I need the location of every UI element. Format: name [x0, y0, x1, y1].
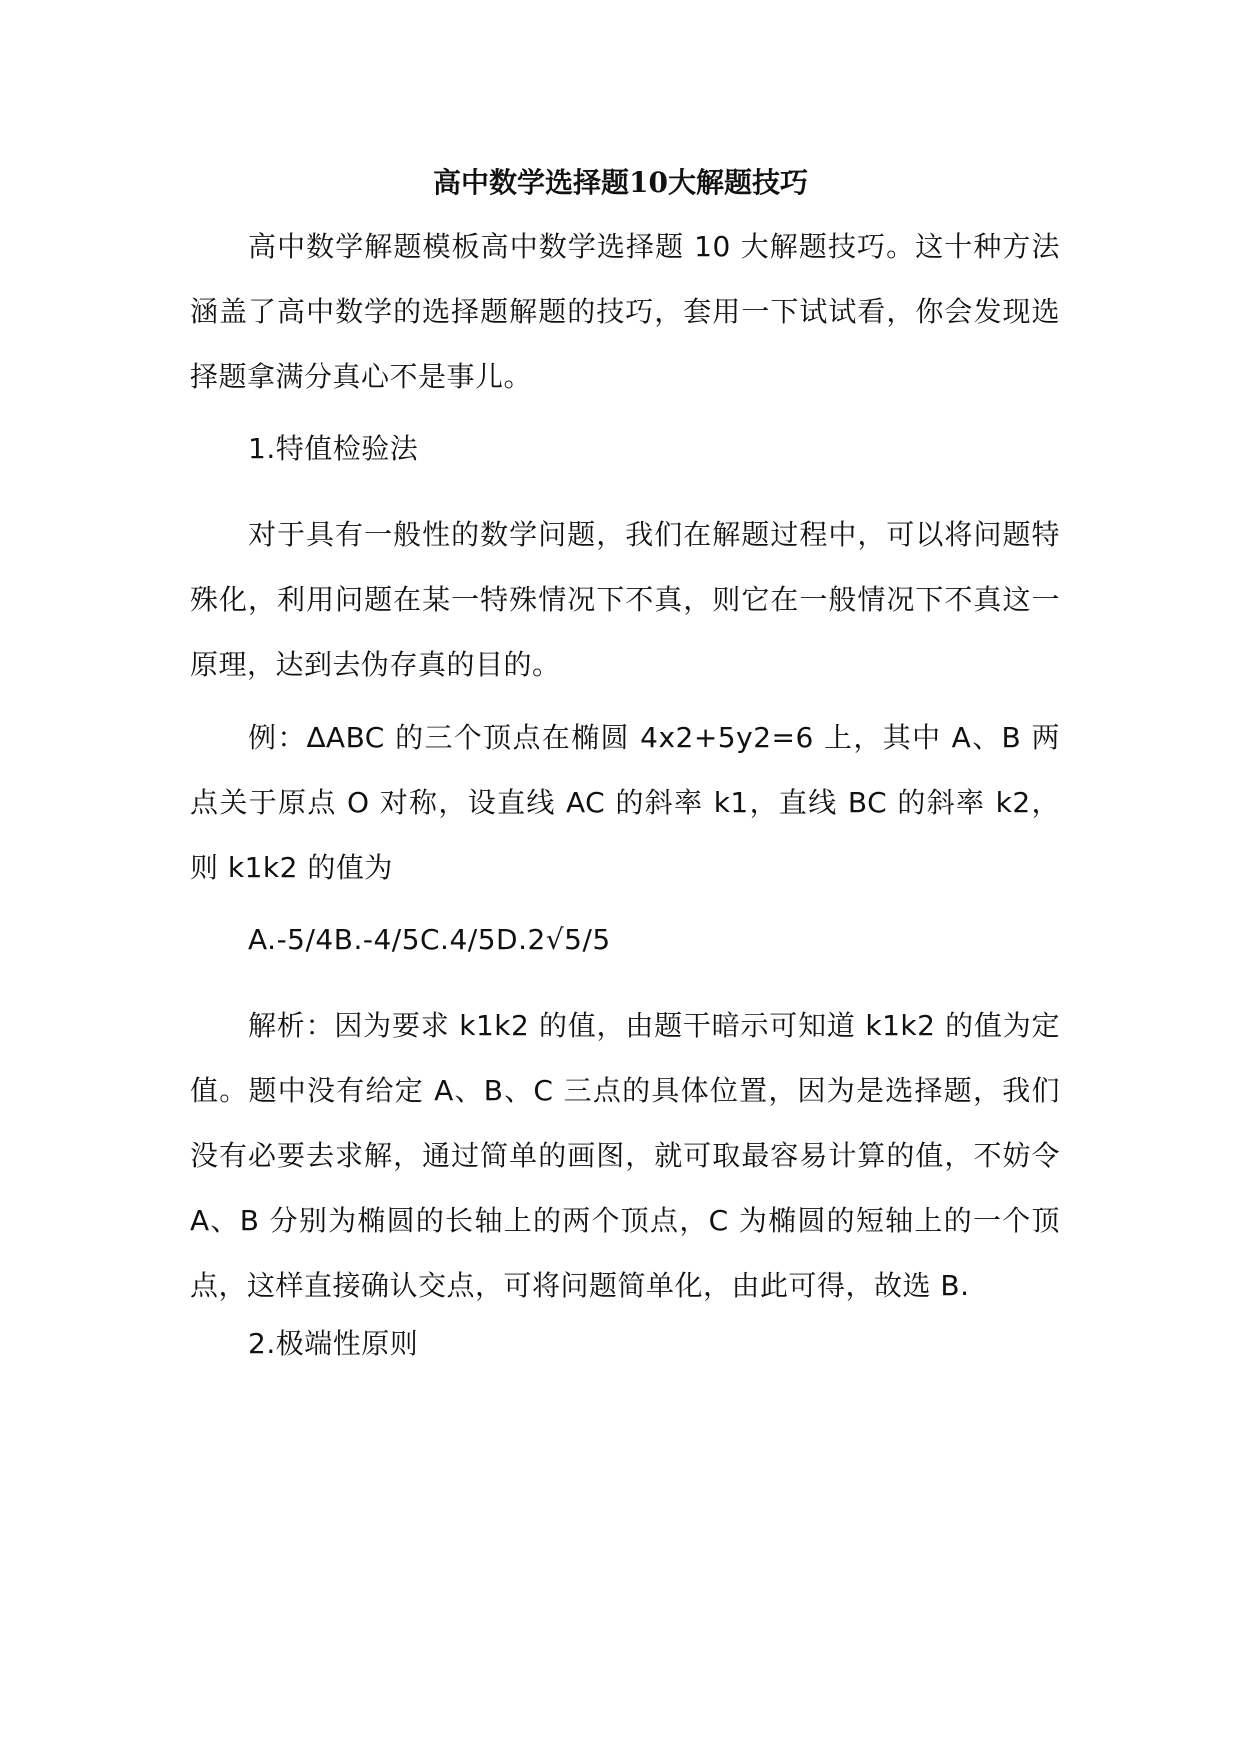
section-2-heading: 2.极端性原则	[248, 1327, 419, 1360]
document-title: 高中数学选择题10大解题技巧	[433, 166, 808, 199]
analysis-paragraph: 解析：因为要求 k1k2 的值，由题干暗示可知道 k1k2 的值为定值。题中没有给定 A、B、C 三点的具体位置，因为是选择题，我们没有必要去求解，通过简单的画图，就可取最容易计算的值，不妨令 A、B 分别为椭圆的长轴上的两个顶点，C 为椭圆的短轴上的一个顶点，这样直接确认交点，可将问题简单化，由此可得，故选 B.	[190, 1009, 1060, 1302]
section-1-heading: 1.特值检验法	[248, 432, 419, 465]
section-1-description: 对于具有一般性的数学问题，我们在解题过程中，可以将问题特殊化，利用问题在某一特殊情况下不真，则它在一般情况下不真这一原理，达到去伪存真的目的。	[190, 518, 1060, 681]
example-question: 例：∆ABC 的三个顶点在椭圆 4x2+5y2=6 上，其中 A、B 两点关于原点 O 对称，设直线 AC 的斜率 k1，直线 BC 的斜率 k2，则 k1k2 的值为	[190, 721, 1060, 884]
answer-options: A.-5/4B.-4/5C.4/5D.2√5/5	[248, 923, 611, 956]
intro-paragraph: 高中数学解题模板高中数学选择题 10 大解题技巧。这十种方法涵盖了高中数学的选择题解题的技巧，套用一下试试看，你会发现选择题拿满分真心不是事儿。	[190, 230, 1060, 393]
